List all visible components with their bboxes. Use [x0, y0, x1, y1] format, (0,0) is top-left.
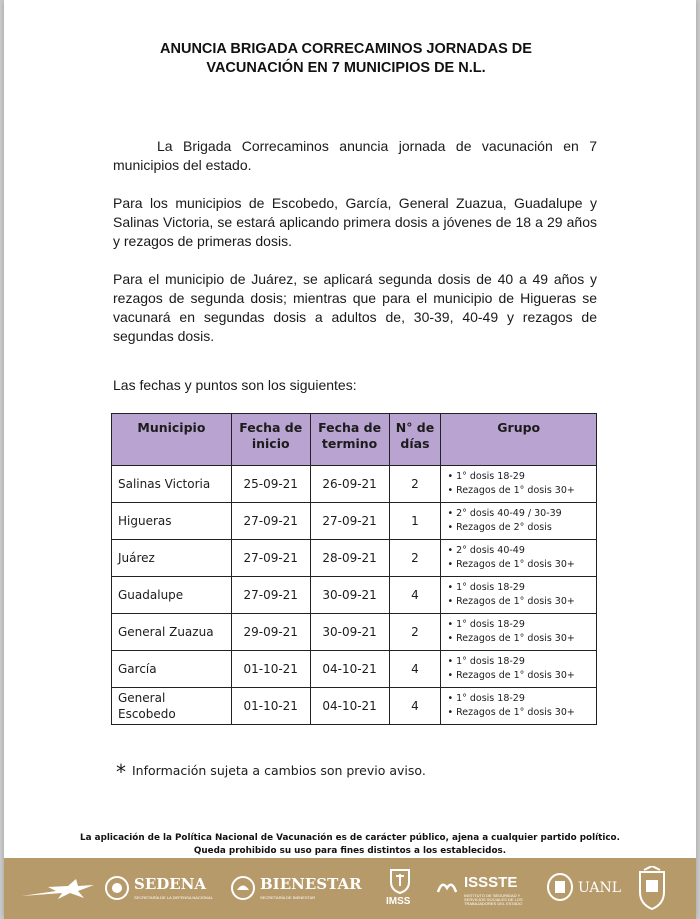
- header-fecha-termino: Fecha de termino: [310, 414, 389, 466]
- cell-grupo: [441, 540, 597, 577]
- institutional-logo-band: [4, 858, 696, 919]
- grupo-item: • Rezagos de 1° dosis 30+: [447, 558, 590, 572]
- disclaimer-note: [116, 760, 426, 784]
- asterisk: *: [116, 760, 126, 784]
- first-dose-paragraph: Para los municipios de Escobedo, García, General Zuazua, Guadalupe y Salinas Victoria, se estará aplicando primera dosis a jóvenes de 18 a 29 años y rezagos de primeras dosis.: [113, 195, 597, 249]
- cell-termino: 27-09-21: [310, 503, 389, 540]
- cell-termino: 28-09-21: [310, 540, 389, 577]
- bienestar-logo: BIENESTAR SECRETARÍA DE BIENESTAR: [230, 872, 370, 906]
- cell-municipio: Guadalupe: [112, 577, 232, 614]
- table-row: [112, 614, 597, 651]
- grupo-item: • 1° dosis 18-29: [447, 581, 590, 595]
- cell-inicio: 27-09-21: [231, 540, 310, 577]
- grupo-item: • 2° dosis 40-49: [447, 544, 590, 558]
- cell-municipio: Juárez: [112, 540, 232, 577]
- header-fecha-inicio: Fecha de inicio: [231, 414, 310, 466]
- legal-footer: [0, 832, 700, 858]
- cell-grupo: [441, 466, 597, 503]
- grupo-item: • 1° dosis 18-29: [447, 692, 590, 706]
- table-header-row: [112, 414, 597, 466]
- grupo-item: • 1° dosis 18-29: [447, 655, 590, 669]
- cell-municipio: Salinas Victoria: [112, 466, 232, 503]
- cell-termino: 30-09-21: [310, 577, 389, 614]
- schedule-intro: Las fechas y puntos son los siguientes:: [113, 377, 357, 393]
- cell-inicio: 27-09-21: [231, 577, 310, 614]
- cell-grupo: [441, 503, 597, 540]
- cell-dias: 4: [389, 688, 441, 725]
- document-title: [0, 40, 692, 78]
- grupo-item: • Rezagos de 1° dosis 30+: [447, 595, 590, 609]
- grupo-item: • Rezagos de 1° dosis 30+: [447, 669, 590, 683]
- imss-logo: IMSS: [382, 868, 418, 910]
- title-line-2: VACUNACIÓN EN 7 MUNICIPIOS DE N.L.: [206, 60, 486, 76]
- legal-line-2: Queda prohibido su uso para fines distintos a los establecidos.: [193, 846, 507, 856]
- intro-paragraph: La Brigada Correcaminos anuncia jornada de vacunación en 7 municipios del estado.: [113, 138, 597, 173]
- header-municipio: Municipio: [112, 414, 232, 466]
- table-row: [112, 540, 597, 577]
- sedena-seal-icon: [104, 875, 130, 901]
- cell-dias: 2: [389, 466, 441, 503]
- cell-inicio: 25-09-21: [231, 466, 310, 503]
- cell-inicio: 29-09-21: [231, 614, 310, 651]
- eagle-icon: [18, 874, 98, 904]
- table-row: [112, 503, 597, 540]
- grupo-item: • Rezagos de 1° dosis 30+: [447, 632, 590, 646]
- second-dose-paragraph: Para el municipio de Juárez, se aplicará segunda dosis de 40 a 49 años y rezagos de segunda dosis; mientras que para el municipio de Higueras se vacunará en segundas dosis a adultos de, 30-39, 40-49 y rezagos de segundas dosis.: [113, 271, 597, 344]
- cell-municipio: General Escobedo: [112, 688, 232, 725]
- cell-grupo: [441, 688, 597, 725]
- grupo-item: • 1° dosis 18-29: [447, 618, 590, 632]
- uanl-seal-icon: [546, 872, 574, 902]
- cell-inicio: 27-09-21: [231, 503, 310, 540]
- legal-line-1: La aplicación de la Política Nacional de Vacunación es de carácter público, ajena a cualquier partido político.: [80, 833, 620, 843]
- gobierno-mexico-logo: [18, 874, 98, 904]
- uanl-logo: UANL: [546, 870, 626, 906]
- cell-grupo: [441, 577, 597, 614]
- table-row: [112, 688, 597, 725]
- nuevo-leon-shield-logo: [636, 866, 668, 912]
- cell-dias: 2: [389, 540, 441, 577]
- cell-dias: 2: [389, 614, 441, 651]
- table-row: [112, 651, 597, 688]
- grupo-item: • Rezagos de 1° dosis 30+: [447, 706, 590, 720]
- cell-termino: 26-09-21: [310, 466, 389, 503]
- cell-termino: 04-10-21: [310, 651, 389, 688]
- cell-dias: 4: [389, 577, 441, 614]
- title-line-1: ANUNCIA BRIGADA CORRECAMINOS JORNADAS DE: [160, 41, 532, 57]
- table-row: [112, 577, 597, 614]
- disclaimer-text: Información sujeta a cambios son previo aviso.: [132, 763, 426, 778]
- issste-hands-icon: [434, 874, 460, 900]
- issste-logo: ISSSTE INSTITUTO DE SEGURIDAD Y SERVICIOS SOCIALES DE LOS TRABAJADORES DEL ESTADO: [434, 872, 534, 906]
- cell-municipio: General Zuazua: [112, 614, 232, 651]
- cell-municipio: Higueras: [112, 503, 232, 540]
- cell-grupo: [441, 651, 597, 688]
- cell-dias: 1: [389, 503, 441, 540]
- vaccination-schedule-table: [111, 413, 597, 725]
- bienestar-seal-icon: [230, 875, 256, 901]
- cell-dias: 4: [389, 651, 441, 688]
- cell-municipio: García: [112, 651, 232, 688]
- sedena-logo: SEDENA SECRETARÍA DE LA DEFENSA NACIONAL: [104, 872, 222, 906]
- grupo-item: • 1° dosis 18-29: [447, 470, 590, 484]
- header-grupo: Grupo: [441, 414, 597, 466]
- table-row: [112, 466, 597, 503]
- header-num-dias: N° de días: [389, 414, 441, 466]
- cell-inicio: 01-10-21: [231, 688, 310, 725]
- grupo-item: • 2° dosis 40-49 / 30-39: [447, 507, 590, 521]
- grupo-item: • Rezagos de 2° dosis: [447, 521, 590, 535]
- grupo-item: • Rezagos de 1° dosis 30+: [447, 484, 590, 498]
- imss-shield-icon: [388, 868, 412, 894]
- state-shield-icon: [636, 866, 668, 912]
- cell-termino: 04-10-21: [310, 688, 389, 725]
- cell-grupo: [441, 614, 597, 651]
- cell-inicio: 01-10-21: [231, 651, 310, 688]
- cell-termino: 30-09-21: [310, 614, 389, 651]
